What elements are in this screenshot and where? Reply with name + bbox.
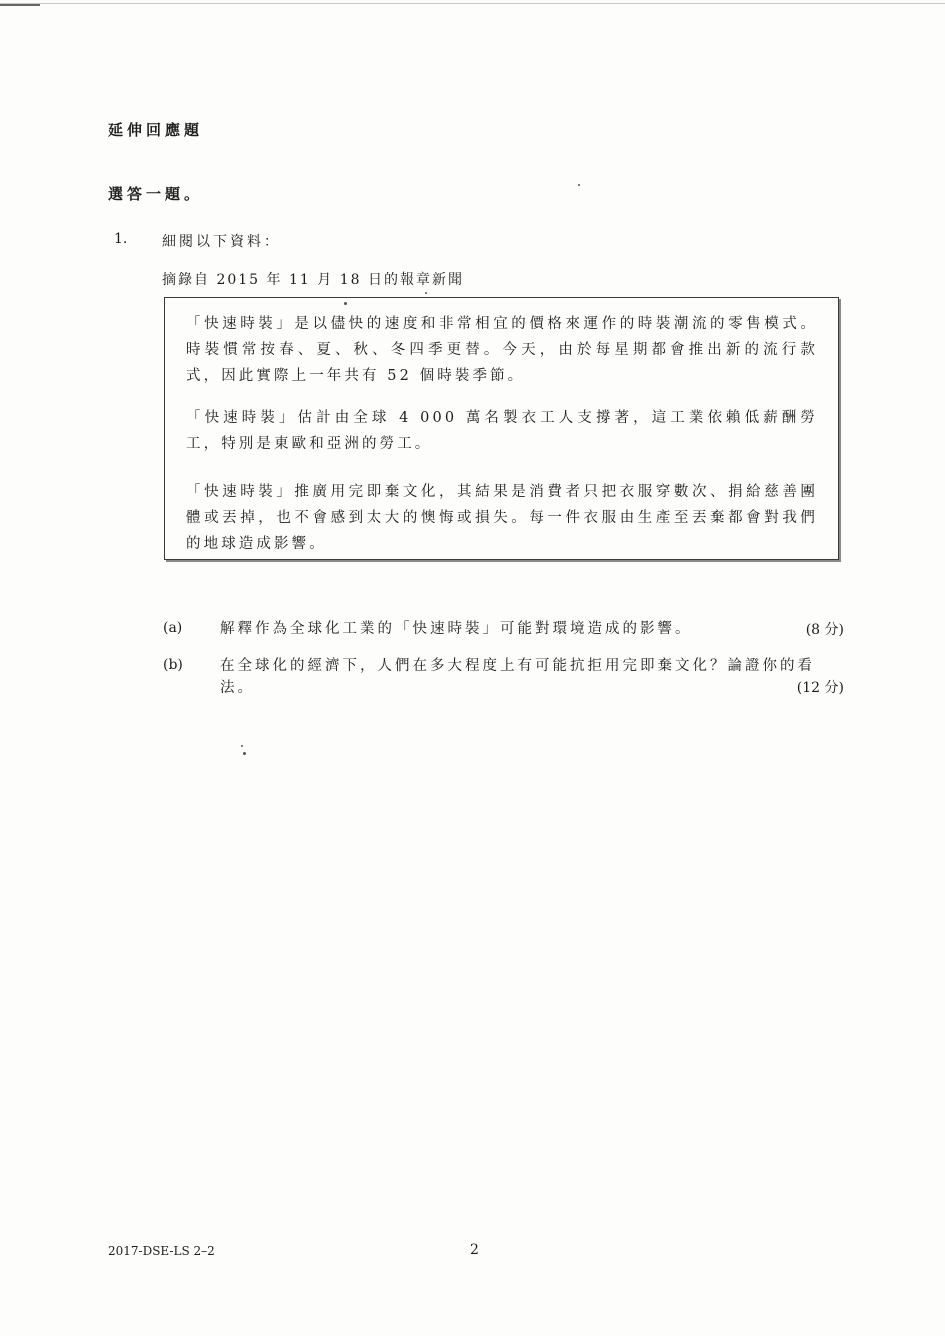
paper-code: 2017-DSE-LS 2–2 bbox=[108, 1244, 215, 1258]
question-number: 1. bbox=[114, 231, 128, 247]
scan-speck bbox=[241, 745, 243, 747]
scan-speck bbox=[243, 752, 246, 755]
sub-question-b-label: (b) bbox=[163, 657, 183, 673]
source-paragraph-2: 「快速時裝」估計由全球 4 000 萬名製衣工人支撐著，這工業依賴低薪酬勞工，特別是東歐和亞洲的勞工。 bbox=[186, 410, 818, 452]
scan-speck bbox=[425, 292, 427, 294]
sub-question-a-marks: (8 分) bbox=[805, 622, 844, 638]
question-prompt: 細閱以下資料： bbox=[162, 234, 281, 250]
source-paragraph-1: 「快速時裝」是以儘快的速度和非常相宜的價格來運作的時裝潮流的零售模式。時裝慣常按春、夏、秋、冬四季更替。今天，由於每星期都會推出新的流行款式，因此實際上一年共有 52 個時裝季節。 bbox=[186, 316, 818, 384]
answer-instruction: 選答一題。 bbox=[108, 185, 204, 203]
sub-question-b-marks: (12 分) bbox=[796, 680, 844, 696]
top-border-mark bbox=[0, 4, 40, 6]
page-number: 2 bbox=[470, 1242, 479, 1258]
section-title: 延伸回應題 bbox=[108, 121, 204, 139]
sub-question-a-text: 解釋作為全球化工業的「快速時裝」可能對環境造成的影響。 bbox=[220, 621, 693, 637]
scan-speck bbox=[578, 184, 580, 186]
top-border-line bbox=[0, 3, 945, 4]
sub-question-b-text: 在全球化的經濟下，人們在多大程度上有可能抗拒用完即棄文化？論證你的看法。 bbox=[220, 658, 815, 696]
source-paragraph-3: 「快速時裝」推廣用完即棄文化，其結果是消費者只把衣服穿數次、捐給慈善團體或丟掉，也不會感到太大的懊悔或損失。每一件衣服由生產至丟棄都會對我們的地球造成影響。 bbox=[186, 484, 818, 552]
sub-question-a-label: (a) bbox=[163, 620, 183, 636]
scan-speck bbox=[344, 302, 347, 305]
source-caption: 摘錄自 2015 年 11 月 18 日的報章新聞 bbox=[162, 272, 464, 288]
